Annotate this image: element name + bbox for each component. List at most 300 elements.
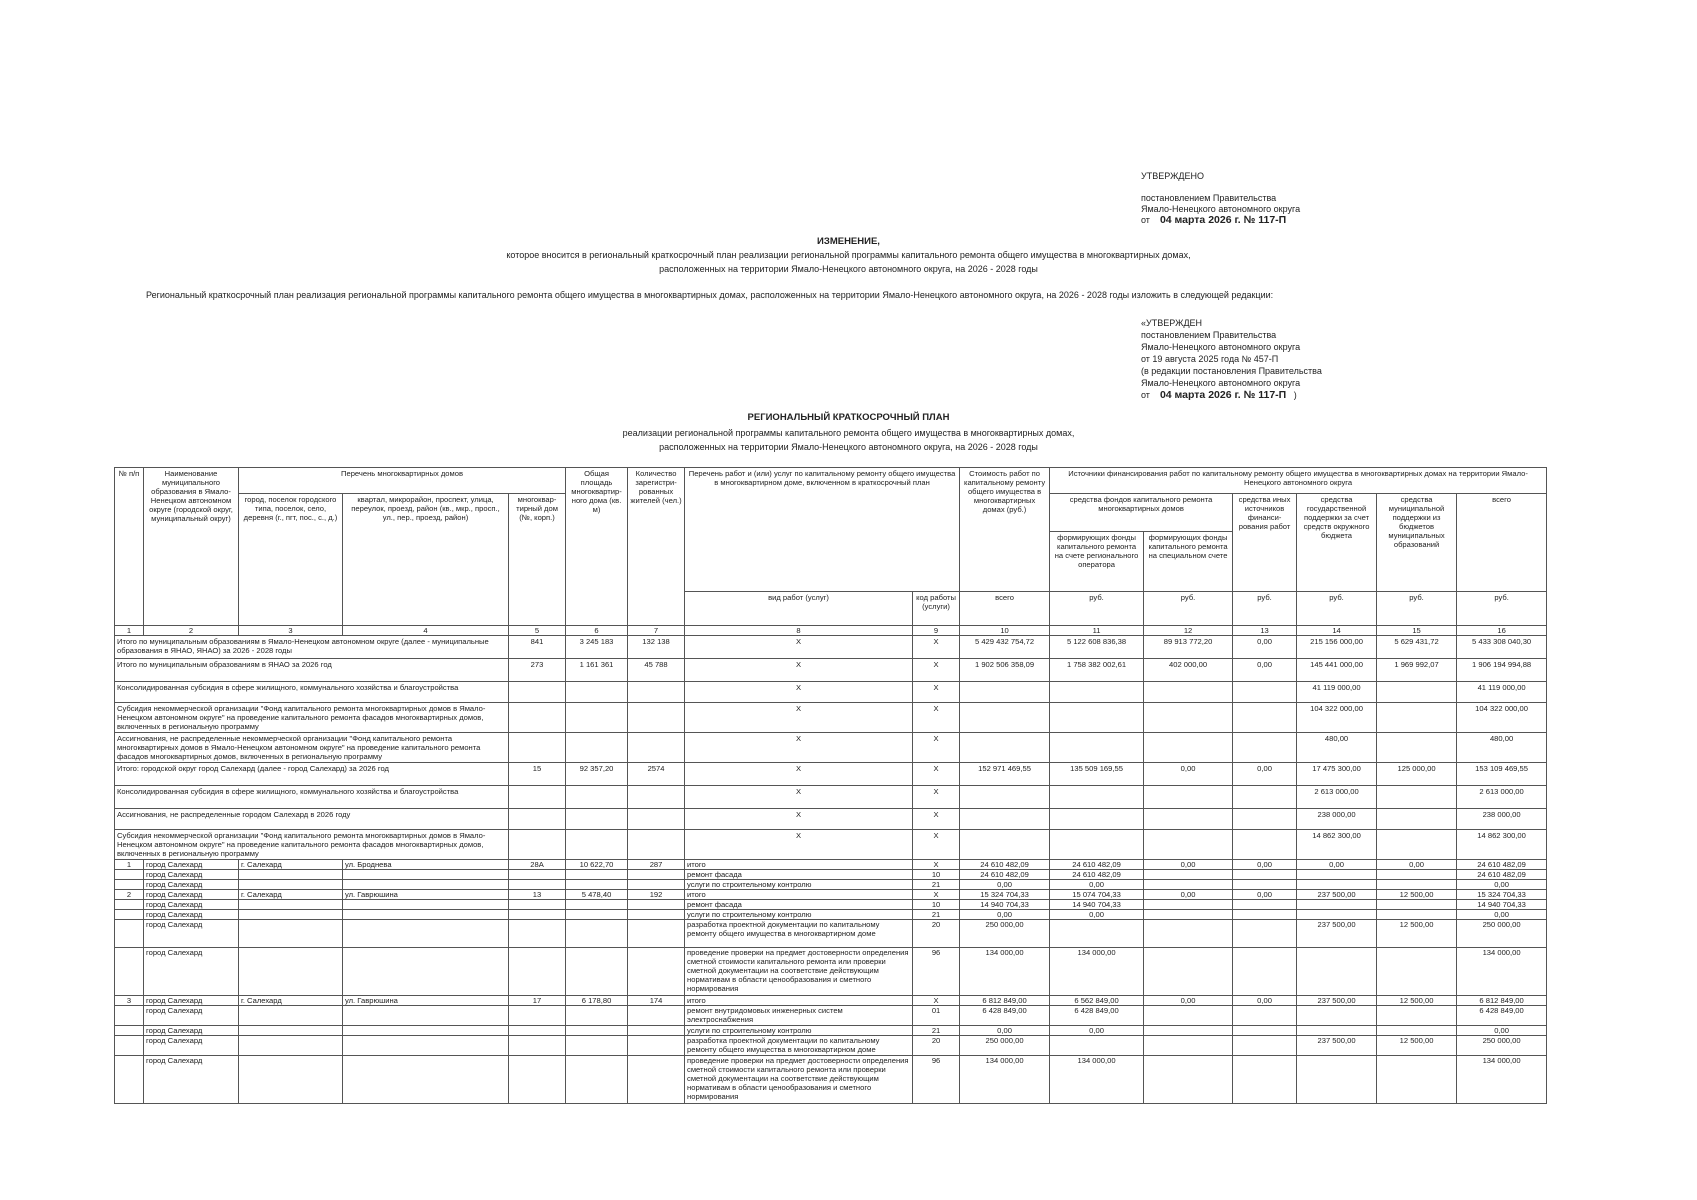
summary-state: 14 862 300,00	[1297, 830, 1377, 860]
detail-work: проведение проверки на предмет достоверности определения сметной стоимости капитального ремонта или проверки сметной документации на соответствие действующим нормативам в области ценообразования и сметного нормирования	[685, 948, 913, 996]
summary-cost: 1 902 506 358,09	[960, 659, 1050, 682]
detail-municipality: город Салехард	[144, 1026, 239, 1036]
summary-state: 2 613 000,00	[1297, 786, 1377, 809]
detail-num	[115, 1056, 144, 1104]
detail-area	[566, 920, 628, 948]
detail-area	[566, 1056, 628, 1104]
header-num: № п/п	[115, 468, 144, 626]
detail-work: услуги по строительному контролю	[685, 910, 913, 920]
col-number: 12	[1144, 626, 1233, 636]
summary-work: X	[685, 763, 913, 786]
summary-code: X	[913, 786, 960, 809]
summary-regop: 135 509 169,55	[1050, 763, 1144, 786]
summary-houses	[509, 809, 566, 830]
summary-work: X	[685, 659, 913, 682]
detail-city	[239, 1056, 343, 1104]
summary-regop	[1050, 682, 1144, 703]
summary-area	[566, 809, 628, 830]
detail-house	[509, 880, 566, 890]
col-number: 16	[1457, 626, 1547, 636]
summary-code: X	[913, 763, 960, 786]
header-fund-special: формирующих фонды капитального ремонта на специальном счете	[1144, 532, 1233, 592]
plan-table	[114, 467, 1547, 1104]
detail-total: 0,00	[1457, 910, 1547, 920]
detail-rows	[115, 860, 1547, 1104]
detail-city: г. Салехард	[239, 890, 343, 900]
detail-work: итого	[685, 860, 913, 870]
summary-other	[1233, 809, 1297, 830]
detail-num	[115, 900, 144, 910]
detail-cost: 24 610 482,09	[960, 870, 1050, 880]
detail-house	[509, 900, 566, 910]
detail-municipal	[1377, 948, 1457, 996]
col-number: 2	[144, 626, 239, 636]
detail-municipal	[1377, 880, 1457, 890]
summary-residents	[628, 682, 685, 703]
detail-other	[1233, 900, 1297, 910]
detail-street	[343, 1036, 509, 1056]
detail-cost: 0,00	[960, 1026, 1050, 1036]
detail-num	[115, 948, 144, 996]
inner-approval-line: Ямало-Ненецкого автономного округа	[1141, 342, 1301, 352]
detail-special	[1144, 920, 1233, 948]
col-number: 9	[913, 626, 960, 636]
summary-regop	[1050, 830, 1144, 860]
detail-municipality: город Салехард	[144, 880, 239, 890]
summary-residents	[628, 830, 685, 860]
summary-total: 153 109 469,55	[1457, 763, 1547, 786]
detail-house: 28А	[509, 860, 566, 870]
summary-houses	[509, 733, 566, 763]
detail-special	[1144, 900, 1233, 910]
inner-approval-date-line	[1141, 389, 1322, 401]
header-state-support: средства государственной поддержки за счет средств окружного бюджета	[1297, 494, 1377, 592]
summary-special: 0,00	[1144, 763, 1233, 786]
summary-total: 5 433 308 040,30	[1457, 636, 1547, 659]
header-city: город, поселок городского типа, поселок, село, деревня (г., пгт, пос., с., д.)	[239, 494, 343, 626]
summary-state: 215 156 000,00	[1297, 636, 1377, 659]
detail-total: 134 000,00	[1457, 948, 1547, 996]
summary-state: 480,00	[1297, 733, 1377, 763]
detail-residents	[628, 870, 685, 880]
summary-code: X	[913, 659, 960, 682]
summary-work: X	[685, 703, 913, 733]
detail-area	[566, 870, 628, 880]
detail-other	[1233, 1026, 1297, 1036]
detail-work: ремонт фасада	[685, 870, 913, 880]
summary-houses	[509, 703, 566, 733]
header-works-list: Перечень работ и (или) услуг по капитальному ремонту общего имущества в многоквартирном доме, включенном в краткосрочный план	[685, 468, 960, 592]
detail-code: 21	[913, 910, 960, 920]
detail-house: 17	[509, 996, 566, 1006]
detail-cost: 250 000,00	[960, 1036, 1050, 1056]
detail-total: 0,00	[1457, 880, 1547, 890]
detail-state	[1297, 900, 1377, 910]
detail-area: 10 622,70	[566, 860, 628, 870]
col-number: 4	[343, 626, 509, 636]
detail-special	[1144, 948, 1233, 996]
summary-state: 145 441 000,00	[1297, 659, 1377, 682]
approval-line: Ямало-Ненецкого автономного округа	[1141, 204, 1301, 214]
detail-code: 21	[913, 1026, 960, 1036]
detail-area	[566, 1006, 628, 1026]
detail-regop	[1050, 1036, 1144, 1056]
summary-municipal	[1377, 830, 1457, 860]
plan-title: РЕГИОНАЛЬНЫЙ КРАТКОСРОЧНЫЙ ПЛАН	[747, 412, 950, 423]
detail-municipality: город Салехард	[144, 920, 239, 948]
detail-code: 96	[913, 1056, 960, 1104]
detail-regop: 6 428 849,00	[1050, 1006, 1144, 1026]
detail-area	[566, 910, 628, 920]
detail-street	[343, 900, 509, 910]
detail-house	[509, 1006, 566, 1026]
detail-state	[1297, 948, 1377, 996]
detail-municipal: 0,00	[1377, 860, 1457, 870]
detail-cost: 134 000,00	[960, 948, 1050, 996]
summary-houses	[509, 786, 566, 809]
detail-other	[1233, 880, 1297, 890]
detail-other: 0,00	[1233, 890, 1297, 900]
summary-label: Субсидия некоммерческой организации "Фонд капитального ремонта многоквартирных домов в Ямало-Ненецком автономном округе" на проведение капитального ремонта фасадов многоквартирных домов, включенных в региональную программу	[115, 703, 509, 733]
detail-other	[1233, 1006, 1297, 1026]
detail-code: 20	[913, 1036, 960, 1056]
summary-municipal	[1377, 703, 1457, 733]
detail-num	[115, 1006, 144, 1026]
summary-other	[1233, 830, 1297, 860]
detail-other	[1233, 1056, 1297, 1104]
summary-total: 14 862 300,00	[1457, 830, 1547, 860]
detail-area	[566, 1026, 628, 1036]
detail-row	[115, 1026, 1547, 1036]
detail-special	[1144, 1056, 1233, 1104]
summary-other	[1233, 733, 1297, 763]
summary-other	[1233, 786, 1297, 809]
detail-municipality: город Салехард	[144, 996, 239, 1006]
detail-num	[115, 870, 144, 880]
detail-municipal	[1377, 910, 1457, 920]
detail-special	[1144, 1006, 1233, 1026]
header-fund-regop: формирующих фонды капитального ремонта на счете регионального оператора	[1050, 532, 1144, 592]
summary-label: Итого: городской округ город Салехард (далее - город Салехард) за 2026 год	[115, 763, 509, 786]
summary-municipal	[1377, 786, 1457, 809]
summary-other: 0,00	[1233, 636, 1297, 659]
detail-total: 6 428 849,00	[1457, 1006, 1547, 1026]
summary-code: X	[913, 809, 960, 830]
detail-cost: 0,00	[960, 910, 1050, 920]
detail-regop: 24 610 482,09	[1050, 870, 1144, 880]
detail-num	[115, 910, 144, 920]
summary-residents: 132 138	[628, 636, 685, 659]
header-sources: Источники финансирования работ по капитальному ремонту общего имущества в многоквартирных домах на территории Ямало-Ненецкого автономного округа	[1050, 468, 1547, 494]
detail-state	[1297, 1026, 1377, 1036]
detail-house	[509, 870, 566, 880]
inner-approval-line: (в редакции постановления Правительства	[1141, 366, 1322, 376]
detail-residents	[628, 1026, 685, 1036]
detail-work: проведение проверки на предмет достоверности определения сметной стоимости капитального ремонта или проверки сметной документации на соответствие действующим нормативам в области ценообразования и сметного нормирования	[685, 1056, 913, 1104]
detail-other	[1233, 1036, 1297, 1056]
detail-special: 0,00	[1144, 890, 1233, 900]
detail-street	[343, 880, 509, 890]
summary-work: X	[685, 809, 913, 830]
header-rub: руб.	[1297, 592, 1377, 626]
detail-municipal	[1377, 900, 1457, 910]
detail-area	[566, 1036, 628, 1056]
detail-house	[509, 948, 566, 996]
detail-street	[343, 870, 509, 880]
summary-state: 17 475 300,00	[1297, 763, 1377, 786]
detail-city	[239, 920, 343, 948]
detail-code: X	[913, 890, 960, 900]
detail-municipal	[1377, 1056, 1457, 1104]
inner-approval-date-number: 04 марта 2026 г. № 117-П	[1159, 389, 1287, 401]
detail-regop: 6 562 849,00	[1050, 996, 1144, 1006]
inner-approval-line: Ямало-Ненецкого автономного округа	[1141, 378, 1301, 388]
detail-total: 14 940 704,33	[1457, 900, 1547, 910]
detail-cost: 24 610 482,09	[960, 860, 1050, 870]
detail-work: разработка проектной документации по капитальному ремонту общего имущества в многоквартирном доме	[685, 1036, 913, 1056]
plan-line-1: реализации региональной программы капитального ремонта общего имущества в многоквартирных домах,	[622, 428, 1075, 438]
detail-municipality: город Салехард	[144, 1006, 239, 1026]
detail-code: 20	[913, 920, 960, 948]
detail-row	[115, 890, 1547, 900]
detail-total: 250 000,00	[1457, 1036, 1547, 1056]
detail-city	[239, 1036, 343, 1056]
summary-regop	[1050, 809, 1144, 830]
detail-municipality: город Салехард	[144, 910, 239, 920]
detail-cost: 134 000,00	[960, 1056, 1050, 1104]
detail-city	[239, 900, 343, 910]
summary-work: X	[685, 830, 913, 860]
detail-residents	[628, 1006, 685, 1026]
header-municipal-support: средства муниципальной поддержки из бюджетов муниципальных образований	[1377, 494, 1457, 592]
detail-area	[566, 948, 628, 996]
summary-state: 41 119 000,00	[1297, 682, 1377, 703]
detail-state: 0,00	[1297, 860, 1377, 870]
col-number: 5	[509, 626, 566, 636]
summary-total: 104 322 000,00	[1457, 703, 1547, 733]
approval-date-line	[1141, 215, 1300, 226]
summary-label: Консолидированная субсидия в сфере жилищного, коммунального хозяйства и благоустройства	[115, 786, 509, 809]
detail-residents	[628, 880, 685, 890]
detail-cost: 6 428 849,00	[960, 1006, 1050, 1026]
detail-row	[115, 870, 1547, 880]
summary-label: Итого по муниципальным образованиям в Ямало-Ненецком автономном округе (далее - муниципальные образования в ЯНАО, ЯНАО) за 2026 - 2028 годы	[115, 636, 509, 659]
detail-row	[115, 880, 1547, 890]
summary-regop: 1 758 382 002,61	[1050, 659, 1144, 682]
col-number: 1	[115, 626, 144, 636]
summary-regop	[1050, 703, 1144, 733]
detail-state	[1297, 910, 1377, 920]
detail-other	[1233, 870, 1297, 880]
header-municipality: Наименование муниципального образования в Ямало-Ненецком автономном округе (городской округ, муниципальный округ)	[144, 468, 239, 626]
summary-municipal	[1377, 682, 1457, 703]
summary-special	[1144, 809, 1233, 830]
approval-date-number: 04 марта 2026 г. № 117-П	[1159, 214, 1287, 226]
summary-row	[115, 809, 1547, 830]
header-total: всего	[1457, 494, 1547, 592]
detail-residents	[628, 1056, 685, 1104]
detail-residents	[628, 900, 685, 910]
detail-code: 96	[913, 948, 960, 996]
detail-area: 6 178,80	[566, 996, 628, 1006]
summary-special	[1144, 786, 1233, 809]
detail-cost: 14 940 704,33	[960, 900, 1050, 910]
col-number: 10	[960, 626, 1050, 636]
summary-special	[1144, 733, 1233, 763]
detail-total: 6 812 849,00	[1457, 996, 1547, 1006]
approval-line: постановлением Правительства	[1141, 193, 1277, 203]
change-line-2: расположенных на территории Ямало-Ненецкого автономного округа, на 2026 - 2028 годы	[659, 264, 1038, 274]
summary-row	[115, 659, 1547, 682]
summary-cost	[960, 703, 1050, 733]
inner-approval-block	[1141, 317, 1322, 401]
detail-street	[343, 1026, 509, 1036]
header-cost: Стоимость работ по капитальному ремонту общего имущества в многоквартирных домах (руб.)	[960, 468, 1050, 592]
detail-special	[1144, 910, 1233, 920]
summary-state: 104 322 000,00	[1297, 703, 1377, 733]
detail-state	[1297, 1056, 1377, 1104]
change-line-1: которое вносится в региональный краткосрочный план реализации региональной программы капитального ремонта общего имущества в многоквартирных домах,	[506, 250, 1191, 260]
header-work-code: код работы (услуги)	[913, 592, 960, 626]
inner-approval-label: «УТВЕРЖДЕН	[1141, 318, 1203, 328]
summary-total: 2 613 000,00	[1457, 786, 1547, 809]
detail-num	[115, 1026, 144, 1036]
detail-house	[509, 1056, 566, 1104]
summary-houses	[509, 830, 566, 860]
detail-street	[343, 1006, 509, 1026]
detail-other: 0,00	[1233, 860, 1297, 870]
detail-regop: 15 074 704,33	[1050, 890, 1144, 900]
summary-area	[566, 733, 628, 763]
summary-houses: 841	[509, 636, 566, 659]
detail-special: 0,00	[1144, 860, 1233, 870]
detail-residents: 192	[628, 890, 685, 900]
detail-street: ул. Гаврюшина	[343, 996, 509, 1006]
summary-cost	[960, 682, 1050, 703]
summary-special	[1144, 703, 1233, 733]
detail-num: 1	[115, 860, 144, 870]
summary-other	[1233, 703, 1297, 733]
detail-street	[343, 910, 509, 920]
detail-num: 2	[115, 890, 144, 900]
detail-city	[239, 1026, 343, 1036]
detail-street	[343, 1056, 509, 1104]
header-rub: руб.	[1144, 592, 1233, 626]
detail-municipal: 12 500,00	[1377, 920, 1457, 948]
summary-houses: 273	[509, 659, 566, 682]
summary-label: Ассигнования, не распределенные некоммерческой организации "Фонд капитального ремонта многоквартирных домов в Ямало-Ненецком автономном округе" на проведение капитального ремонта фасадов многоквартирных домов, включенных в региональную программу	[115, 733, 509, 763]
summary-work: X	[685, 733, 913, 763]
detail-total: 250 000,00	[1457, 920, 1547, 948]
detail-state: 237 500,00	[1297, 1036, 1377, 1056]
detail-cost: 6 812 849,00	[960, 996, 1050, 1006]
header-funds: средства фондов капитального ремонта многоквартирных домов	[1050, 494, 1233, 532]
summary-label: Ассигнования, не распределенные городом Салехард в 2026 году	[115, 809, 509, 830]
detail-house	[509, 910, 566, 920]
detail-house	[509, 920, 566, 948]
detail-city	[239, 910, 343, 920]
detail-num	[115, 920, 144, 948]
detail-other: 0,00	[1233, 996, 1297, 1006]
summary-special	[1144, 830, 1233, 860]
header-house-num: многоквар-тирный дом (№, корп.)	[509, 494, 566, 626]
summary-area	[566, 682, 628, 703]
summary-residents	[628, 786, 685, 809]
summary-cost	[960, 830, 1050, 860]
detail-regop: 0,00	[1050, 1026, 1144, 1036]
detail-municipality: город Салехард	[144, 900, 239, 910]
summary-area	[566, 830, 628, 860]
summary-cost	[960, 809, 1050, 830]
approval-from: от	[1141, 215, 1150, 225]
summary-work: X	[685, 786, 913, 809]
detail-total: 24 610 482,09	[1457, 860, 1547, 870]
detail-special	[1144, 1026, 1233, 1036]
detail-num	[115, 1036, 144, 1056]
detail-regop: 14 940 704,33	[1050, 900, 1144, 910]
detail-cost: 0,00	[960, 880, 1050, 890]
summary-total: 238 000,00	[1457, 809, 1547, 830]
detail-work: ремонт внутридомовых инженерных систем электроснабжения	[685, 1006, 913, 1026]
summary-area	[566, 786, 628, 809]
detail-num: 3	[115, 996, 144, 1006]
detail-municipality: город Салехард	[144, 948, 239, 996]
detail-municipal: 12 500,00	[1377, 890, 1457, 900]
summary-label: Консолидированная субсидия в сфере жилищного, коммунального хозяйства и благоустройства	[115, 682, 509, 703]
inner-approval-close: )	[1293, 390, 1297, 400]
header-work-type: вид работ (услуг)	[685, 592, 913, 626]
detail-area	[566, 880, 628, 890]
detail-other	[1233, 920, 1297, 948]
detail-num	[115, 880, 144, 890]
detail-area: 5 478,40	[566, 890, 628, 900]
header-other-sources: средства иных источников финанси-рования работ	[1233, 494, 1297, 592]
summary-regop	[1050, 786, 1144, 809]
detail-other	[1233, 948, 1297, 996]
detail-state: 237 500,00	[1297, 996, 1377, 1006]
col-number: 14	[1297, 626, 1377, 636]
detail-state: 237 500,00	[1297, 920, 1377, 948]
detail-work: итого	[685, 996, 913, 1006]
summary-cost	[960, 733, 1050, 763]
detail-row	[115, 910, 1547, 920]
detail-city	[239, 948, 343, 996]
summary-total: 41 119 000,00	[1457, 682, 1547, 703]
change-title: ИЗМЕНЕНИЕ,	[817, 236, 880, 247]
summary-code: X	[913, 733, 960, 763]
inner-approval-line: от 19 августа 2025 года № 457-П	[1141, 354, 1279, 364]
detail-municipality: город Салехард	[144, 890, 239, 900]
detail-municipality: город Салехард	[144, 1036, 239, 1056]
detail-street	[343, 920, 509, 948]
detail-cost: 250 000,00	[960, 920, 1050, 948]
summary-residents	[628, 703, 685, 733]
detail-municipal	[1377, 870, 1457, 880]
summary-other: 0,00	[1233, 659, 1297, 682]
detail-street: ул. Броднева	[343, 860, 509, 870]
summary-cost	[960, 786, 1050, 809]
summary-residents: 2574	[628, 763, 685, 786]
detail-cost: 15 324 704,33	[960, 890, 1050, 900]
detail-street: ул. Гаврюшина	[343, 890, 509, 900]
detail-city: г. Салехард	[239, 996, 343, 1006]
summary-residents	[628, 809, 685, 830]
approval-block	[1141, 171, 1300, 226]
summary-row	[115, 763, 1547, 786]
detail-house: 13	[509, 890, 566, 900]
detail-regop: 0,00	[1050, 910, 1144, 920]
summary-area: 92 357,20	[566, 763, 628, 786]
